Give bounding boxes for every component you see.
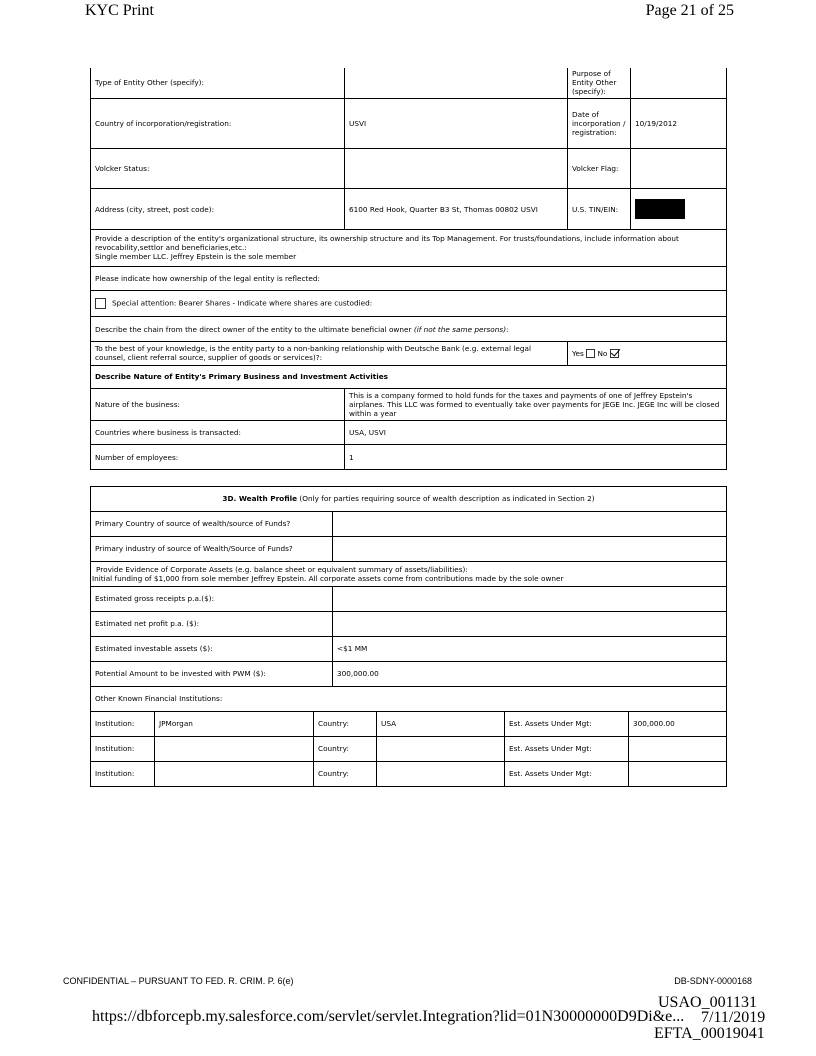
institution-label: Institution: [91,712,155,737]
gross-receipts-value [333,587,727,612]
institution-row [91,762,727,787]
institution-aum-label: Est. Assets Under Mgt: [505,737,629,762]
countries-value: USA, USVI [345,421,727,445]
date-value: 10/19/2012 [631,98,727,148]
redaction-block [635,199,685,219]
institution-country-value [377,737,505,762]
institution-value: JPMorgan [155,712,314,737]
nature-heading: Describe Nature of Entity's Primary Business and Investment Activities [91,366,727,388]
wealth-industry-label: Primary industry of source of Wealth/Source of Funds? [91,537,333,562]
employees-label: Number of employees: [91,445,345,470]
chain-prompt-cell [91,317,727,341]
investable-assets-value: <$1 MM [333,637,727,662]
address-value: 6100 Red Hook, Quarter B3 St, Thomas 00802 USVI [345,189,568,230]
entity-details-table [90,68,727,470]
volcker-flag-value [631,148,727,189]
print-url: https://dbforcepb.my.salesforce.com/servlet/servlet.Integration?lid=01N30000000D9Di&e... [92,1008,685,1025]
evidence-value: Initial funding of $1,000 from sole member Jeffrey Epstein. All corporate assets come from contributions made by the sole owner [92,574,564,583]
ownership-prompt: Please indicate how ownership of the legal entity is reflected: [91,266,727,290]
wealth-industry-value [333,537,727,562]
type-other-label: Type of Entity Other (specify): [91,68,345,98]
address-label: Address (city, street, post code): [91,189,345,230]
institution-value [155,762,314,787]
volcker-status-value [345,148,568,189]
usao-stamp: USAO_001131 [658,994,757,1011]
bearer-shares-checkbox[interactable] [95,298,106,309]
bearer-shares-cell [91,290,727,316]
institution-aum-value: 300,000.00 [629,712,727,737]
wealth-title-rest: (Only for parties requiring source of wealth description as indicated in Section 2) [299,494,595,504]
page-number: Page 21 of 25 [645,2,734,19]
institution-country-label: Country: [314,712,377,737]
nature-label: Nature of the business: [91,388,345,421]
yes-checkbox[interactable] [586,349,595,358]
wealth-country-label: Primary Country of source of wealth/source of Funds? [91,512,333,537]
structure-value: Single member LLC. Jeffrey Epstein is the sole member [95,252,297,262]
institution-label: Institution: [91,762,155,787]
volcker-flag-label: Volcker Flag: [568,148,631,189]
tin-value [631,189,727,230]
confidential-notice: CONFIDENTIAL – PURSUANT TO FED. R. CRIM. P. 6(e) [63,976,294,986]
wealth-profile-title [91,487,727,512]
institution-row [91,712,727,737]
yes-label: Yes [572,348,584,358]
purpose-other-value [631,68,727,98]
tin-label: U.S. TIN/EIN: [568,189,631,230]
evidence-prompt: Provide Evidence of Corporate Assets (e.g. balance sheet or equivalent summary of assets/liabilities): [96,564,468,574]
net-profit-value [333,612,727,637]
wealth-country-value [333,512,727,537]
institution-aum-label: Est. Assets Under Mgt: [505,712,629,737]
countries-label: Countries where business is transacted: [91,421,345,445]
country-label: Country of incorporation/registration: [91,98,345,148]
chain-prompt-end: : [506,324,509,334]
institution-country-value [377,762,505,787]
pwm-amount-value: 300,000.00 [333,662,727,687]
date-label: Date of incorporation / registration: [568,98,631,148]
net-profit-label: Estimated net profit p.a. ($): [91,612,333,637]
wealth-title-bold: 3D. Wealth Profile [222,494,298,504]
efta-number: EFTA_00019041 [654,1025,765,1042]
pwm-amount-label: Potential Amount to be invested with PWM ($): [91,662,333,687]
institution-aum-label: Est. Assets Under Mgt: [505,762,629,787]
no-checkbox[interactable] [610,349,619,358]
nonbank-answer-cell [568,341,727,365]
structure-cell [91,229,727,266]
institution-value [155,737,314,762]
no-label: No [597,348,608,358]
evidence-cell [91,562,727,587]
structure-prompt: Provide a description of the entity's organizational structure, its ownership structure and its Top Management. For trusts/foundations, include information about revocability,settlor and beneficiaries,etc.: [95,234,679,253]
employees-value: 1 [345,445,727,470]
volcker-status-label: Volcker Status: [91,148,345,189]
institution-country-label: Country: [314,737,377,762]
purpose-other-label: Purpose of Entity Other (specify): [568,68,631,98]
nature-value: This is a company formed to hold funds for the taxes and payments of one of Jeffrey Epstein's airplanes. This LLC was formed to eventually take over payments for JEGE Inc. JEGE Inc will be closed within a year [345,388,727,421]
country-value: USVI [345,98,568,148]
investable-assets-label: Estimated investable assets ($): [91,637,333,662]
bearer-shares-label: Special attention: Bearer Shares - Indicate where shares are custodied: [112,298,373,308]
type-other-value [345,68,568,98]
gross-receipts-label: Estimated gross receipts p.a.($): [91,587,333,612]
institution-country-label: Country: [314,762,377,787]
institution-country-value: USA [377,712,505,737]
institution-row [91,737,727,762]
chain-prompt-italic: (if not the same persons) [413,324,507,334]
nonbank-prompt: To the best of your knowledge, is the entity party to a non-banking relationship with Deutsche Bank (e.g. external legal counsel, client referral source, supplier of goods or services)?: [91,341,568,365]
print-date: 7/11/2019 [701,1009,766,1026]
bates-number: DB-SDNY-0000168 [674,976,752,986]
institution-label: Institution: [91,737,155,762]
other-institutions-label: Other Known Financial Institutions: [91,687,727,712]
institution-aum-value [629,737,727,762]
print-header-title: KYC Print [85,2,154,19]
institution-aum-value [629,762,727,787]
wealth-profile-table [90,486,727,787]
chain-prompt: Describe the chain from the direct owner of the entity to the ultimate beneficial owner [95,324,412,334]
